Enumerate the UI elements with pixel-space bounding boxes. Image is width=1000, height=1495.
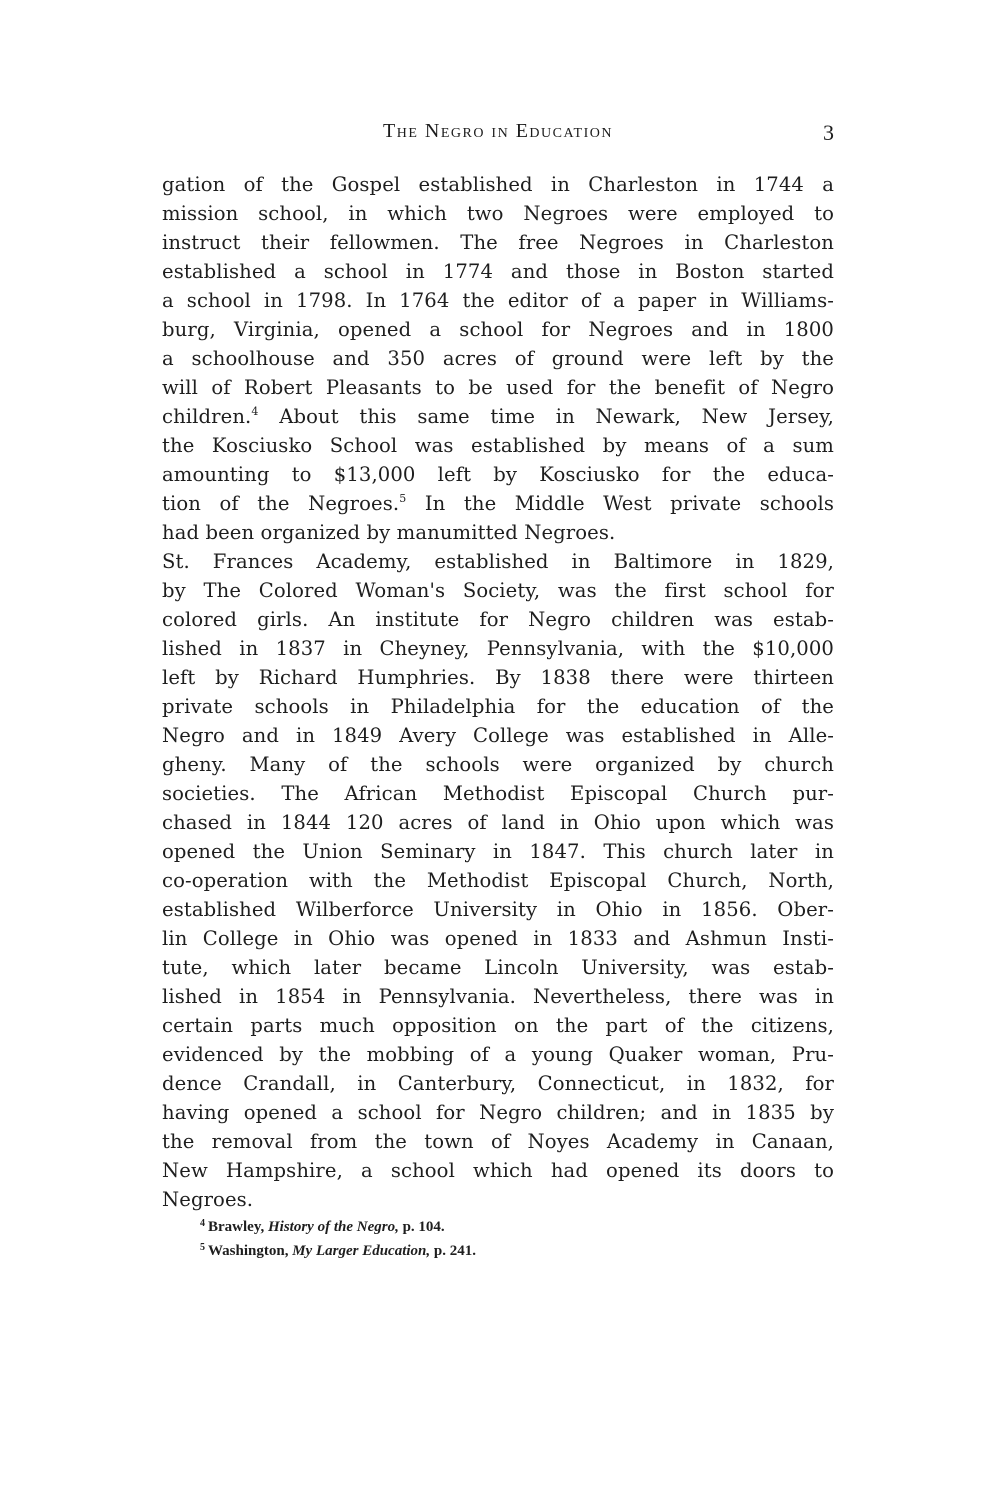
text-line: by The Colored Woman's Society, was the first school for (162, 579, 834, 602)
text-line: mission school, in which two Negroes were employed to (162, 202, 834, 225)
text-line: gheny. Many of the schools were organized by church (162, 753, 834, 776)
text-line: the removal from the town of Noyes Academy in Canaan, (162, 1130, 834, 1153)
footnote-mark: 4 (200, 1218, 205, 1229)
text-line: lished in 1854 in Pennsylvania. Nevertheless, there was in (162, 985, 834, 1008)
text-line: left by Richard Humphries. By 1838 there were thirteen (162, 666, 834, 689)
footnote-ref: 4 (251, 405, 259, 418)
text-line: burg, Virginia, opened a school for Negroes and in 1800 (162, 318, 834, 341)
text-segment: tion of the Negroes. (162, 492, 400, 515)
running-title: The Negro in Education (383, 120, 613, 142)
text-line: tute, which later became Lincoln University, was estab- (162, 956, 834, 979)
text-line: lished in 1837 in Cheyney, Pennsylvania, with the $10,000 (162, 637, 834, 660)
text-line: co-operation with the Methodist Episcopal Church, North, (162, 869, 834, 892)
running-head (162, 120, 834, 152)
text-line: had been organized by manumitted Negroes. (162, 521, 616, 544)
text-segment: In the Middle West private schools (424, 492, 834, 515)
text-line: lin College in Ohio was opened in 1833 and Ashmun Insti- (162, 927, 834, 950)
text-line: societies. The African Methodist Episcopal Church pur- (162, 782, 834, 805)
text-line: amounting to $13,000 left by Kosciusko for the educa- (162, 463, 834, 486)
text-line: St. Frances Academy, established in Baltimore in 1829, (162, 550, 834, 573)
text-line: Negroes. (162, 1188, 254, 1211)
text-line: established Wilberforce University in Ohio in 1856. Ober- (162, 898, 834, 921)
text-segment: About this same time in Newark, New Jersey, (279, 405, 834, 428)
footnote-author: Brawley, (208, 1219, 265, 1235)
footnote-author: Washington, (208, 1243, 289, 1259)
footnote-title: My Larger Education, (292, 1243, 431, 1259)
footnotes (200, 1212, 800, 1260)
text-line: opened the Union Seminary in 1847. This church later in (162, 840, 834, 863)
text-line: New Hampshire, a school which had opened its doors to (162, 1159, 834, 1182)
text-line: a school in 1798. In 1764 the editor of a paper in Williams- (162, 289, 834, 312)
footnote (200, 1236, 800, 1260)
footnote-ref: 5 (399, 492, 407, 505)
text-line: established a school in 1774 and those in Boston started (162, 260, 834, 283)
text-line: having opened a school for Negro children; and in 1835 by (162, 1101, 834, 1124)
text-line (162, 402, 834, 431)
page-number: 3 (823, 120, 834, 145)
text-line: will of Robert Pleasants to be used for the benefit of Negro (162, 376, 834, 399)
text-line: colored girls. An institute for Negro children was estab- (162, 608, 834, 631)
footnote (200, 1212, 800, 1236)
body-text (162, 170, 834, 1214)
text-line: gation of the Gospel established in Charleston in 1744 a (162, 173, 834, 196)
text-line: private schools in Philadelphia for the education of the (162, 695, 834, 718)
text-line: instruct their fellowmen. The free Negroes in Charleston (162, 231, 834, 254)
text-line (162, 489, 834, 518)
footnote-title: History of the Negro, (268, 1219, 399, 1235)
text-line: chased in 1844 120 acres of land in Ohio upon which was (162, 811, 834, 834)
text-line: Negro and in 1849 Avery College was established in Alle- (162, 724, 834, 747)
text-line: dence Crandall, in Canterbury, Connecticut, in 1832, for (162, 1072, 834, 1095)
footnote-page: p. 104. (402, 1219, 445, 1235)
text-line: evidenced by the mobbing of a young Quaker woman, Pru- (162, 1043, 834, 1066)
text-segment: children. (162, 405, 252, 428)
footnote-mark: 5 (200, 1242, 205, 1253)
text-line: the Kosciusko School was established by means of a sum (162, 434, 834, 457)
text-line: a schoolhouse and 350 acres of ground were left by the (162, 347, 834, 370)
footnote-page: p. 241. (433, 1243, 476, 1259)
text-line: certain parts much opposition on the part of the citizens, (162, 1014, 834, 1037)
